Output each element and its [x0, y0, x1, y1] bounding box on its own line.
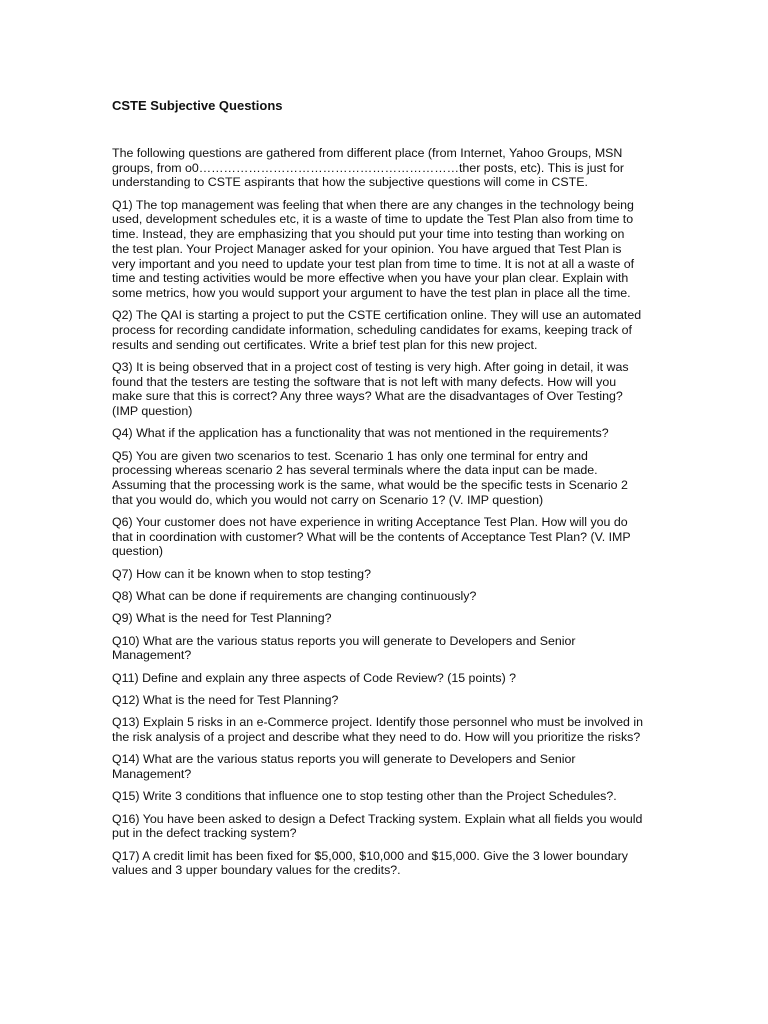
question-9: Q9) What is the need for Test Planning?: [112, 611, 332, 626]
question-14: Q14) What are the various status reports you will generate to Developers and Senior Management?: [112, 752, 576, 781]
question-15: Q15) Write 3 conditions that influence one to stop testing other than the Project Schedules?.: [112, 789, 617, 804]
question-13: Q13) Explain 5 risks in an e-Commerce project. Identify those personnel who must be involved in the risk analysis of a project and describe what they need to do. How will you prioritize the risks?: [112, 715, 643, 744]
document-title: CSTE Subjective Questions: [112, 98, 283, 113]
question-7: Q7) How can it be known when to stop testing?: [112, 566, 371, 581]
question-17: Q17) A credit limit has been fixed for $5,000, $10,000 and $15,000. Give the 3 lower boundary values and 3 upper boundary values for the credits?.: [112, 848, 628, 878]
question-12: Q12) What is the need for Test Planning?: [112, 692, 339, 707]
question-2: Q2) The QAI is starting a project to put the CSTE certification online. They will use an automated process for recording candidate information, scheduling candidates for exams, keeping track of results and sending out certificates. Write a brief test plan for this new project.: [112, 308, 642, 352]
question-3: Q3) It is being observed that in a project cost of testing is very high. After going in detail, it was found that the testers are testing the software that is not left with many defects. How will you make sure that this is correct? Any three ways? What are the disadvantages of Over Testing? (IMP question): [112, 359, 629, 419]
intro-paragraph: The following questions are gathered from different place (from Internet, Yahoo Groups, MSN groups, from o0………………………………………………………ther posts, etc). This is just for understanding to CSTE aspirants that how the subjective questions will come in CSTE.: [112, 146, 625, 190]
question-5: Q5) You are given two scenarios to test. Scenario 1 has only one terminal for entry and processing whereas scenario 2 has several terminals where the data input can be made. Assuming that the processing work is the same, what would be the specific tests in Scenario 2 that you would do, which you would not carry on Scenario 1? (V. IMP question): [112, 448, 628, 507]
question-1: Q1) The top management was feeling that when there are any changes in the technology being used, development schedules etc, it is a waste of time to update the Test Plan also from time to time. Instead, they are emphasizing that you should put your time into testing than working on the test plan. Your Project Manager asked for your opinion. You have argued that Test Plan is very important and you need to update your test plan from time to time. It is not at all a waste of time and testing activities would be more effective when you have your plan clear. Explain with some metrics, how you would support your argument to have the test plan in place all the time.: [112, 197, 635, 300]
question-4: Q4) What if the application has a functionality that was not mentioned in the requirements?: [112, 426, 609, 441]
document-body: [112, 146, 644, 886]
question-6: Q6) Your customer does not have experience in writing Acceptance Test Plan. How will you do that in coordination with customer? What will be the contents of Acceptance Test Plan? (V. IMP question): [112, 515, 631, 559]
question-8: Q8) What can be done if requirements are changing continuously?: [112, 589, 477, 604]
question-16: Q16) You have been asked to design a Defect Tracking system. Explain what all fields you would put in the defect tracking system?: [112, 811, 643, 841]
question-10: Q10) What are the various status reports you will generate to Developers and Senior Management?: [112, 633, 576, 663]
question-11: Q11) Define and explain any three aspects of Code Review? (15 points) ?: [112, 670, 517, 685]
